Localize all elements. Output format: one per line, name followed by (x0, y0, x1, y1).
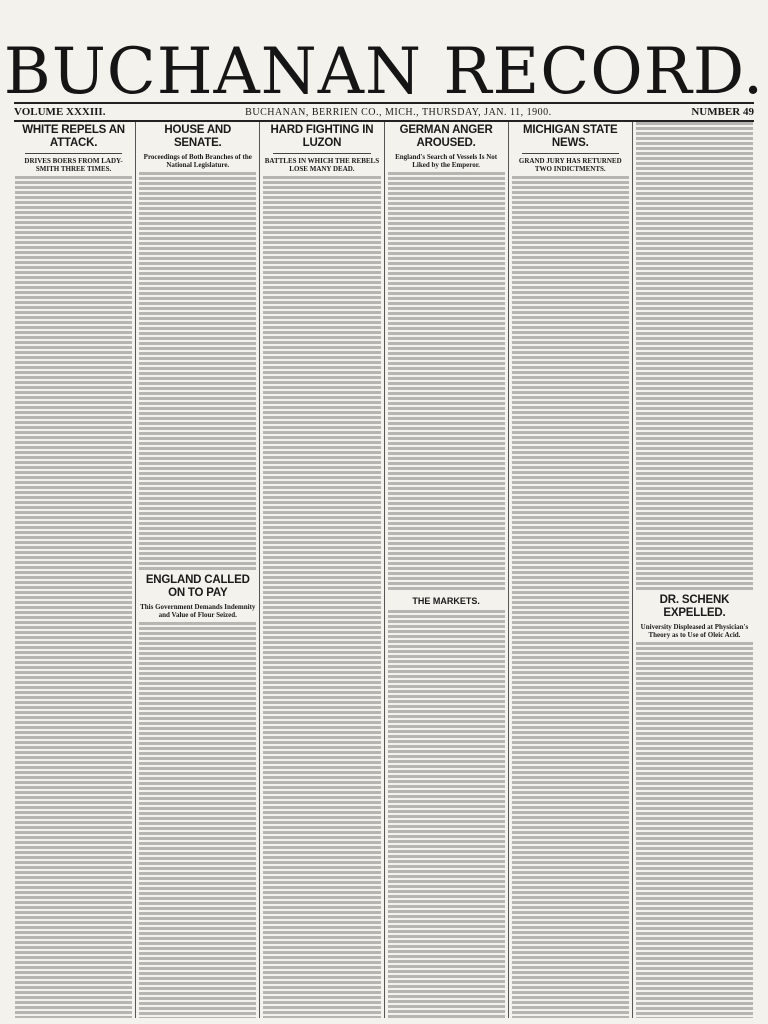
column-subhead: Proceedings of Both Branches of the National Legislature. (143, 153, 252, 169)
body-text-block (139, 622, 256, 1018)
column-subhead: GRAND JURY HAS RETURNED TWO INDICTMENTS. (518, 157, 622, 173)
column-4 (385, 122, 509, 1018)
column-second-headline: ENGLAND CALLED ON TO PAY (145, 574, 250, 599)
body-text-block (15, 176, 132, 1018)
markets-heading: THE MARKETS. (412, 596, 480, 606)
place-date-label: BUCHANAN, BERRIEN CO., MICH., THURSDAY, JAN. 11, 1900. (245, 106, 552, 118)
divider (522, 153, 619, 154)
column-headline: GERMAN ANGER AROUSED. (399, 124, 493, 149)
body-text-block (636, 122, 753, 592)
markets-text-block (388, 610, 505, 1018)
dateline-bar (14, 102, 754, 122)
column-second-headline: DR. SCHENK EXPELLED. (659, 594, 730, 619)
column-headline: MICHIGAN STATE NEWS. (523, 124, 618, 149)
column-second-subhead: This Government Demands Indemnity and Value of Flour Seized. (140, 603, 256, 619)
column-1 (12, 122, 136, 1018)
column-subhead: DRIVES BOERS FROM LADY-SMITH THREE TIMES. (24, 157, 123, 173)
volume-label: VOLUME XXXIII. (14, 106, 106, 118)
masthead-title: BUCHANAN RECORD. (3, 35, 765, 109)
body-text-block (139, 172, 256, 572)
column-5 (509, 122, 633, 1018)
column-3 (260, 122, 384, 1018)
column-headline: HOUSE AND SENATE. (164, 124, 232, 149)
column-subhead: BATTLES IN WHICH THE REBELS LOSE MANY DEAD. (264, 157, 380, 173)
column-second-subhead: University Displeased at Physician's Theory as to Use of Oleic Acid. (640, 623, 749, 639)
body-text-block (263, 176, 380, 1018)
body-text-block (636, 642, 753, 1018)
column-headline: HARD FIGHTING IN LUZON (270, 124, 374, 149)
issue-number-label: NUMBER 49 (691, 106, 754, 118)
column-2 (136, 122, 260, 1018)
column-headline: WHITE REPELS AN ATTACK. (22, 124, 125, 149)
column-subhead: England's Search of Vessels Is Not Liked by the Emperor. (395, 153, 498, 169)
body-text-block (388, 172, 505, 592)
divider (25, 153, 122, 154)
columns-container (12, 122, 756, 1018)
column-6 (633, 122, 756, 1018)
body-text-block (512, 176, 629, 1018)
divider (273, 153, 370, 154)
